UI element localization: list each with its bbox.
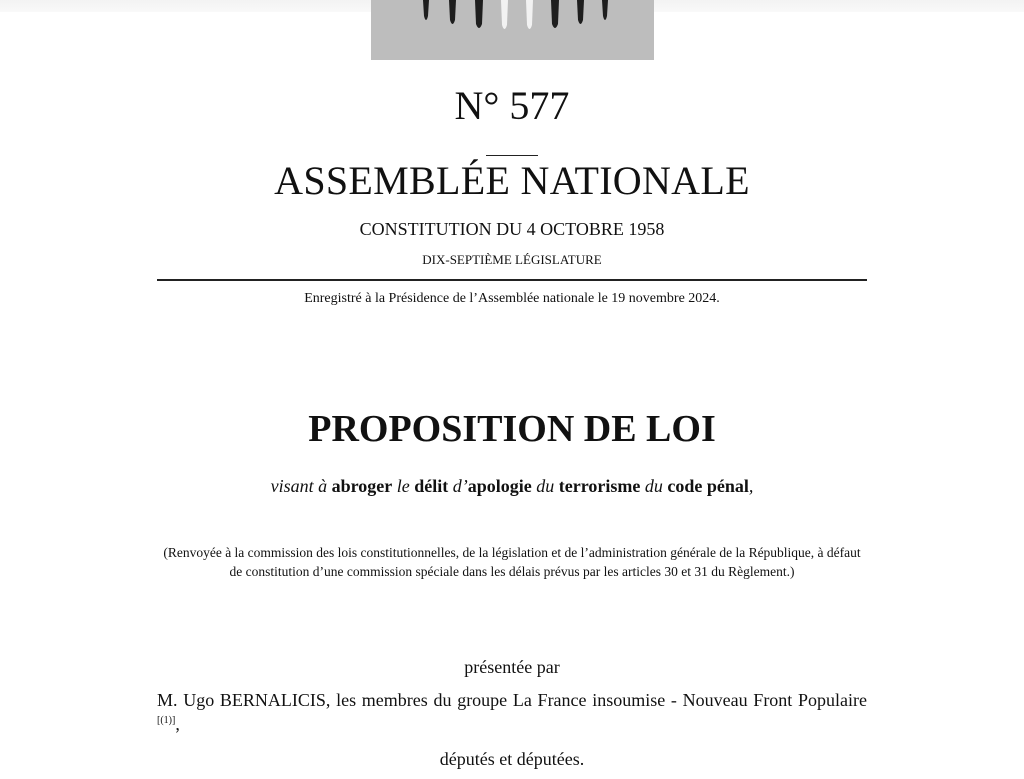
authors-trail: , xyxy=(175,714,180,734)
purpose-word: délit xyxy=(414,476,449,496)
authors-text: M. Ugo BERNALICIS, les membres du groupe La France insoumise - Nouveau Front Populaire xyxy=(157,690,867,710)
emblem-stroke xyxy=(526,0,533,29)
assembly-emblem-logo xyxy=(371,0,654,60)
purpose-word: code pénal xyxy=(667,476,749,496)
bill-purpose xyxy=(0,473,1024,499)
legislature-line: DIX-SEPTIÈME LÉGISLATURE xyxy=(422,252,602,267)
institution-name: ASSEMBLÉE NATIONALE xyxy=(274,158,750,203)
document-number: N° 577 xyxy=(454,83,570,128)
purpose-word: du xyxy=(536,476,555,496)
purpose-word: d’ xyxy=(452,476,468,496)
purpose-word: du xyxy=(644,476,663,496)
registration-note: Enregistré à la Présidence de l’Assemblée nationale le 19 novembre 2024. xyxy=(304,291,720,306)
purpose-word: apologie xyxy=(467,476,532,496)
purpose-word: visant à xyxy=(270,476,328,496)
constitution-line: CONSTITUTION DU 4 OCTOBRE 1958 xyxy=(359,219,665,239)
authors-line xyxy=(157,688,867,736)
emblem-stroke xyxy=(501,0,508,29)
purpose-word: terrorisme xyxy=(558,476,641,496)
referral-note: (Renvoyée à la commission des lois constitutionnelles, de la législation et de l’administration générale de la République, à défaut de constitution d’une commission spéciale dans les délais prévus par les articles 30 et 31 du Règlement.) xyxy=(163,545,861,579)
emblem-stroke xyxy=(475,0,483,28)
footnote-link[interactable]: [(1)] xyxy=(157,715,176,726)
purpose-word: le xyxy=(396,476,410,496)
purpose-word: , xyxy=(748,476,754,496)
emblem-stroke xyxy=(551,0,559,28)
header-divider xyxy=(157,279,867,281)
deputies-line: députés et députées. xyxy=(439,749,585,769)
purpose-word: abroger xyxy=(331,476,393,496)
document-title: PROPOSITION DE LOI xyxy=(308,408,716,450)
presented-by: présentée par xyxy=(464,657,560,677)
